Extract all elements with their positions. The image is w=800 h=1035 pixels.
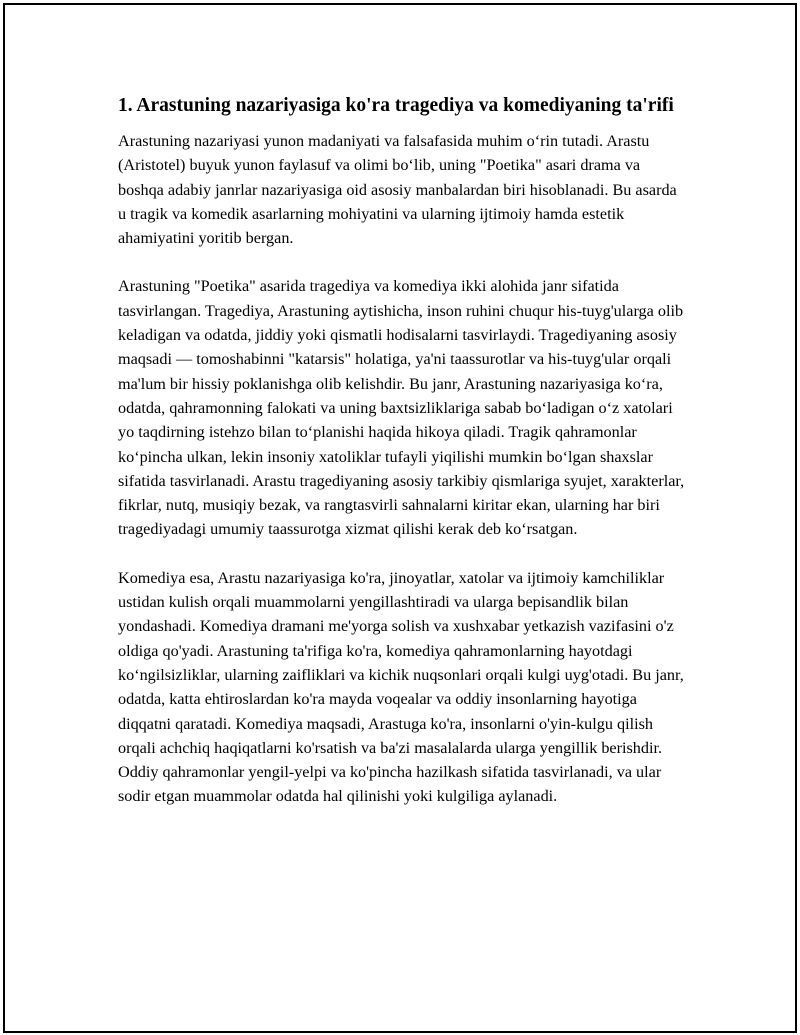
section-heading: 1. Arastuning nazariyasiga ko'ra tragediya va komediyaning ta'rifi bbox=[118, 95, 674, 116]
paragraph-intro: Arastuning nazariyasi yunon madaniyati va falsafasida muhim o‘rin tutadi. Arastu (Aristotel) buyuk yunon faylasuf va olimi bo‘lib, uning "Poetika" asari drama va boshqa adabiy janrlar nazariyasiga oid asosiy manbalardan biri hisoblanadi. Bu asarda u tragik va komedik asarlarning mohiyatini va ularning ijtimoiy hamda estetik ahamiyatini yoritib bergan. bbox=[118, 132, 677, 248]
paragraph-tragedy: Arastuning "Poetika" asarida tragediya va komediya ikki alohida janr sifatida tasvirlangan. Tragediya, Arastuning aytishicha, inson ruhini chuqur his-tuyg'ularga olib keladigan va odatda, jiddiy yoki qismatli hodisalarni tasvirlaydi. Tragediyaning asosiy maqsadi — tomoshabinni "katarsis" holatiga, ya'ni taassurotlar va his-tuyg'ular orqali ma'lum bir hissiy poklanishga olib kelishdir. Bu janr, Arastuning nazariyasiga ko‘ra, odatda, qahramonning falokati va uning baxtsizliklariga sabab bo‘ladigan o‘z xatolari yo taqdirning istehzo bilan to‘planishi haqida hikoya qiladi. Tragik qahramonlar ko‘pincha ulkan, lekin insoniy xatoliklar tufayli yiqilishi mumkin bo‘lgan shaxslar sifatida tasvirlanadi. Arastu tragediyaning asosiy tarkibiy qismlariga syujet, xarakterlar, fikrlar, nutq, musiqiy bezak, va rangtasvirli sahnalarni kiritar ekan, ularning har biri tragediyadagi umumiy taassurotga xizmat qilishi kerak deb ko‘rsatgan. bbox=[118, 277, 685, 539]
document-body bbox=[118, 93, 688, 833]
paragraph-comedy: Komediya esa, Arastu nazariyasiga ko'ra, jinoyatlar, xatolar va ijtimoiy kamchiliklar ustidan kulish orqali muammolarni yengillashtiradi va ularga bepisandlik bilan yondashadi. Komediya dramani me'yorga solish va xushxabar yetkazish vazifasini o'z oldiga qo'yadi. Arastuning ta'rifiga ko'ra, komediya qahramonlarning hayotdagi ko‘ngilsizliklar, ularning zaifliklari va kichik nuqsonlari orqali kulgi uyg'otadi. Bu janr, odatda, katta ehtiroslardan ko'ra mayda voqealar va oddiy insonlarning hayotiga diqqatni qaratadi. Komediya maqsadi, Arastuga ko'ra, insonlarni o'yin-kulgu qilish orqali achchiq haqiqatlarni ko'rsatish va ba'zi masalalarda ularga yengillik berishdir. Oddiy qahramonlar yengil-yelpi va ko'pincha hazilkash sifatida tasvirlanadi, va ular sodir etgan muammolar odatda hal qilinishi yoki kulgiliga aylanadi. bbox=[118, 568, 684, 806]
